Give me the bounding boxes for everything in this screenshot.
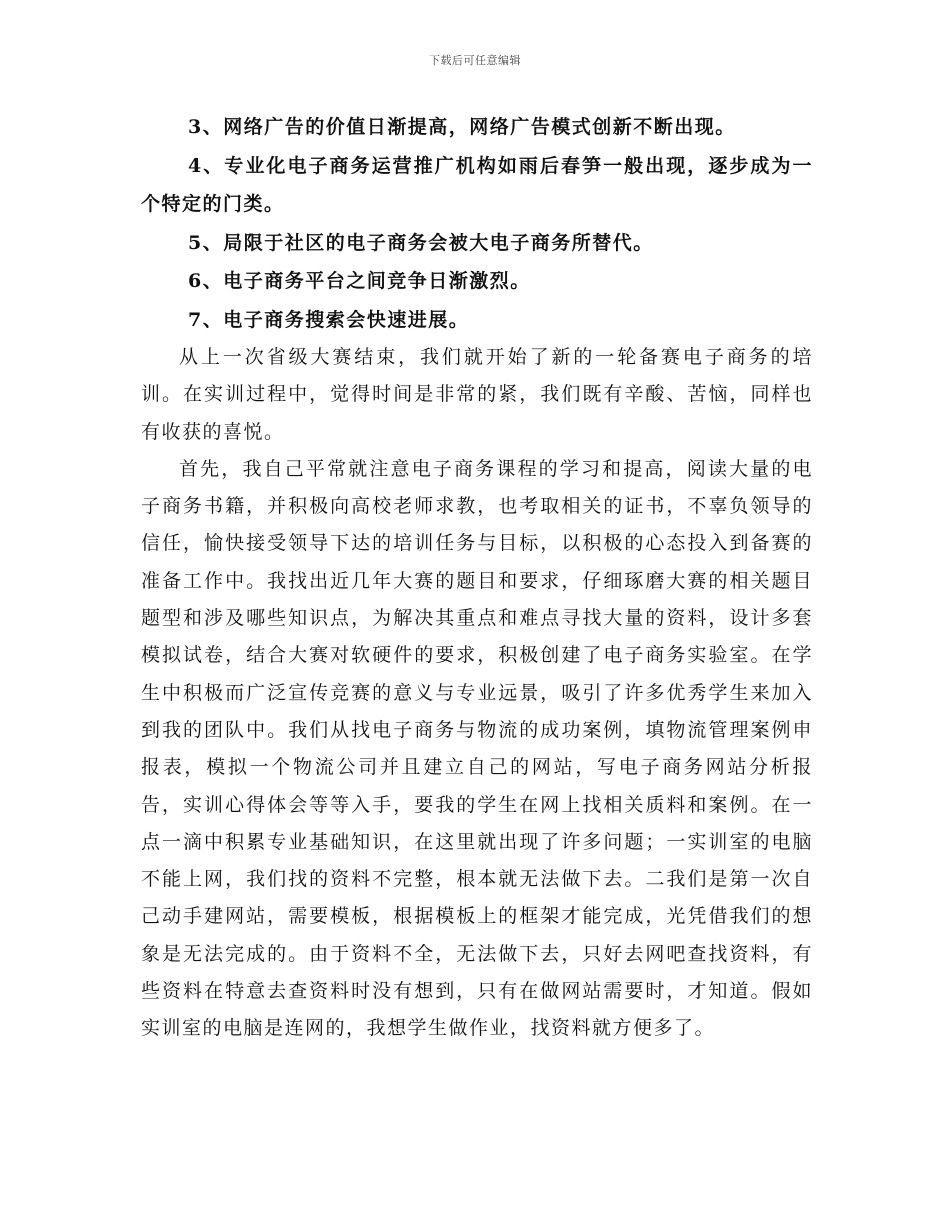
list-item: 6、电子商务平台之间竞争日渐激烈。 [188,270,531,292]
list-item: 7、电子商务搜索会快速进展。 [188,308,470,331]
trend-list [141,108,813,339]
list-item: 5、局限于社区的电子商务会被大电子商务所替代。 [188,231,654,254]
page-header: 下载后可任意编辑 [429,54,521,67]
paragraph: 首先，我自己平常就注意电子商务课程的学习和提高，阅读大量的电子商务书籍，并积极向高校老师求教，也考取相关的证书，不辜负领导的信任，愉快接受领导下达的培训任务与目标，以积极的心态投入到备赛的准备工作中。我找出近几年大赛的题目和要求，仔细琢磨大赛的相关题目题型和涉及哪些知识点，为解决其重点和难点寻找大量的资料，设计多套模拟试卷，结合大赛对软硬件的要求，积极创建了电子商务实验室。在学生中积极而广泛宣传竞赛的意义与专业远景，吸引了许多优秀学生来加入到我的团队中。我们从找电子商务与物流的成功案例，填物流管理案例申报表，模拟一个物流公司并且建立自己的网站，写电子商务网站分析报告，实训心得体会等等入手，要我的学生在网上找相关质料和案例。在一点一滴中积累专业基础知识，在这里就出现了许多问题；一实训室的电脑不能上网，我们找的资料不完整，根本就无法做下去。二我们是第一次自己动手建网站，需要模板，根据模板上的框架才能完成，光凭借我们的想象是无法完成的。由于资料不全，无法做下去，只好去网吧查找资料，有些资料在特意去查资料时没有想到，只有在做网站需要时，才知道。假如实训室的电脑是连网的，我想学生做作业，找资料就方便多了。 [141,457,813,1040]
paragraph: 从上一次省级大赛结束，我们就开始了新的一轮备赛电子商务的培训。在实训过程中，觉得时间是非常的紧，我们既有辛酸、苦恼，同样也有收获的喜悦。 [141,346,813,443]
body-text [141,339,813,1048]
list-item: 4、专业化电子商务运营推广机构如雨后春笋一般出现，逐步成为一个特定的门类。 [141,154,813,215]
list-item: 3、网络广告的价值日渐提高，网络广告模式创新不断出现。 [188,116,736,138]
document-body [141,108,813,1048]
